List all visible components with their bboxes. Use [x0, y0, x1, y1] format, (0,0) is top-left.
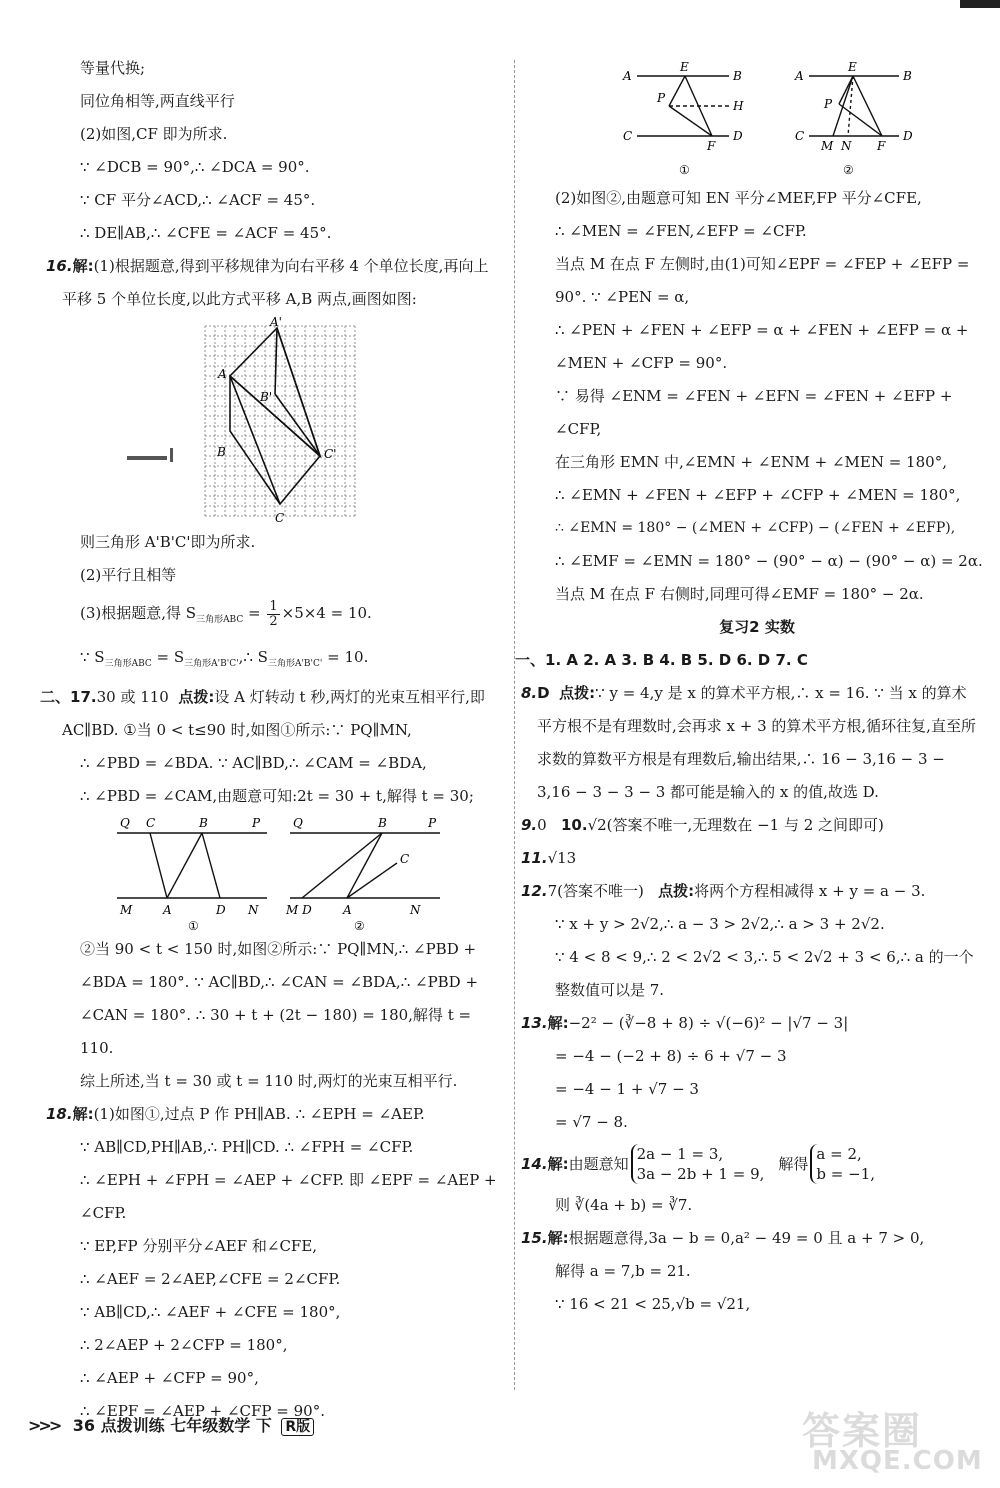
text-line: = √7 − 8.: [555, 1113, 628, 1131]
answer: 0: [537, 816, 547, 834]
tip-label: 点拨:: [658, 882, 695, 900]
fig1-label-h: H: [733, 99, 744, 113]
formula-part: ,∴ S: [238, 648, 268, 666]
fig2-label-md: M D: [286, 903, 312, 917]
label-c-prime: C': [324, 447, 337, 461]
text-line: ∵ CF 平分∠ACD,∴ ∠ACF = 45°.: [80, 191, 316, 209]
text-line: ∴ ∠EMN + ∠FEN + ∠EFP + ∠CFP + ∠MEN = 180°,: [555, 486, 961, 504]
answer-lead: 解:: [547, 1155, 569, 1173]
answer-lead: 解:: [547, 1229, 569, 1247]
section-number: 二、: [40, 688, 71, 706]
question-11: [521, 842, 977, 875]
equation-system: [631, 1144, 765, 1184]
page-number: 36: [72, 1416, 96, 1435]
question-text: ∵ y = 4,y 是 x 的算术平方根,∴ x = 16. ∵ 当 x 的算术平方根不是有理数时,会再求 x + 3 的算术平方根,循环往复,直至所求数的算数平方根是有理数后,输出结果,∴ 16 − 3,16 − 3 − 3,16 − 3 − 3 − 3 都可能是输入的 x 的值,故选 D.: [537, 684, 976, 801]
fig1-label-n: N: [248, 903, 259, 917]
text-line: ∴ ∠PBD = ∠CAM,由题意可知:2t = 30 + t,解得 t = 30;: [80, 787, 474, 805]
light-beam-figures: [62, 813, 500, 933]
text-line: (2)如图,CF 即为所求.: [80, 125, 228, 143]
question-number: 15.: [521, 1229, 548, 1247]
fig2-label-p: P: [428, 816, 437, 830]
solve-label: 解得: [778, 1155, 809, 1173]
text-line: = −4 − (−2 + 8) ÷ 6 + √7 − 3: [555, 1047, 787, 1065]
question-15: [521, 1222, 977, 1255]
fraction: [267, 600, 279, 629]
fig2-label-b: B: [903, 69, 912, 83]
tip-label: 点拨:: [559, 684, 596, 702]
text-line: ∵ AB∥CD,∴ ∠AEF + ∠CFE = 180°,: [80, 1303, 341, 1321]
area-formula: [62, 592, 500, 641]
fig1-caption: ①: [679, 163, 690, 177]
text-line: ∴ ∠AEP + ∠CFP = 90°,: [80, 1369, 259, 1387]
solution-system: [810, 1144, 875, 1184]
formula-subscript: 三角形A'B'C': [184, 659, 239, 669]
text-line: ∴ ∠PBD = ∠BDA. ∵ AC∥BD,∴ ∠CAM = ∠BDA,: [80, 754, 427, 772]
text-line: ∵ 易得 ∠ENM = ∠FEN + ∠EFN = ∠FEN + ∠EFP + ∠CFP,: [555, 387, 953, 438]
text-line: 则三角形 A'B'C'即为所求.: [80, 533, 256, 551]
question-number: 18.: [46, 1105, 73, 1123]
question-number: 13.: [521, 1014, 548, 1032]
mc-answer-list: 1. A 2. A 3. B 4. B 5. D 6. D 7. C: [545, 651, 808, 669]
formula-part: = S: [151, 648, 185, 666]
question-14: [521, 1139, 977, 1189]
question-12: [521, 875, 977, 908]
question-number: 11.: [521, 849, 548, 867]
text-line: 同位角相等,两直线平行: [80, 92, 235, 110]
book-title: 点拨训练 七年级数学 下: [100, 1416, 272, 1435]
text-line: (2)如图②,由题意可知 EN 平分∠MEF,FP 平分∠CFE,: [555, 189, 922, 207]
fig1-label-a: A: [163, 903, 172, 917]
fig1-label-c: C: [623, 129, 633, 143]
text-line: 解得 a = 7,b = 21.: [555, 1262, 691, 1280]
watermark: [792, 1400, 992, 1480]
fig2-caption: ②: [354, 919, 365, 933]
formula-subscript: 三角形A'B'C': [267, 659, 323, 669]
text-line: ∴ DE∥AB,∴ ∠CFE = ∠ACF = 45°.: [80, 224, 332, 242]
watermark-logo-text: 答案圈: [802, 1409, 923, 1453]
fig1-caption: ①: [188, 919, 199, 933]
fraction-bottom: 2: [269, 613, 278, 629]
figure-1-lines: [117, 833, 267, 898]
formula-part: =: [243, 604, 266, 622]
fig1-label-e: E: [680, 60, 689, 74]
label-b-prime: B': [260, 390, 273, 404]
section-number: 一、: [515, 651, 546, 669]
text-paragraph: ②当 90 < t < 150 时,如图②所示:∵ PQ∥MN,∴ ∠PBD + ∠BDA = 180°. ∵ AC∥BD,∴ ∠CAN = ∠BDA,∴ ∠PBD + ∠CAN = 180°. ∴ 30 + t + (2t − 180) = 180,解得 t = 110.: [80, 940, 479, 1057]
question-number: 16.: [46, 257, 73, 275]
text-line: ∴ ∠EPH + ∠FPH = ∠AEP + ∠CFP. 即 ∠EPF = ∠AEP + ∠CFP.: [80, 1171, 497, 1222]
question-number: 9.: [521, 816, 538, 834]
question-17: [40, 681, 500, 747]
text-line: ∵ EP,FP 分别平分∠AEF 和∠CFE,: [80, 1237, 318, 1255]
fig1-label-f: F: [707, 139, 716, 153]
text-line: ∴ ∠EMN = 180° − (∠MEN + ∠CFP) − (∠FEN + ∠EFP),: [555, 520, 956, 536]
text-line: 综上所述,当 t = 30 或 t = 110 时,两灯的光束互相平行.: [80, 1072, 458, 1090]
question-8: [521, 677, 977, 809]
left-column: [40, 52, 500, 1428]
fig1-label-m: M: [120, 903, 133, 917]
fig2-label-d: D: [903, 129, 913, 143]
fig1-label-p: P: [252, 816, 261, 830]
text-line: 当点 M 在点 F 左侧时,由(1)可知∠EPF = ∠FEP + ∠EFP = 90°. ∵ ∠PEN = α,: [555, 255, 970, 306]
equation: 2a − 1 = 3,: [636, 1145, 724, 1163]
answer-lead: 解:: [72, 257, 94, 275]
answer-lead: 解:: [547, 1014, 569, 1032]
question-number: 10.: [561, 816, 588, 834]
answer: D: [537, 684, 550, 702]
label-c: C: [275, 511, 285, 525]
formula-subscript: 三角形ABC: [196, 615, 244, 625]
label-b: B: [217, 445, 226, 459]
fig2-label-c: C: [795, 129, 805, 143]
question-text: 由题意知: [568, 1155, 629, 1173]
text-line: ∴ 2∠AEP + 2∠CFP = 180°,: [80, 1336, 288, 1354]
question-number: 14.: [521, 1155, 548, 1173]
figure-2-lines: [809, 76, 899, 136]
solution: a = 2,: [816, 1145, 862, 1163]
footer-arrows-icon: >>>: [28, 1416, 60, 1435]
question-text: 设 A 灯转动 t 秒,两灯的光束互相平行,即 AC∥BD. ①当 0 < t≤90 时,如图①所示:∵ PQ∥MN,: [62, 688, 485, 739]
fig2-label-q: Q: [293, 816, 303, 830]
label-a: A: [218, 367, 227, 381]
right-column: [515, 60, 983, 1321]
question-text: 将两个方程相减得 x + y = a − 3.: [694, 882, 926, 900]
parallel-lines-figures: [537, 60, 977, 182]
fig2-label-c: C: [400, 852, 410, 866]
area-equality: [62, 641, 500, 681]
fig2-caption: ②: [843, 163, 854, 177]
fig1-label-p: P: [657, 91, 666, 105]
equation: 3a − 2b + 1 = 9,: [636, 1165, 765, 1183]
text-line: ∴ ∠EPF = ∠AEP + ∠CFP = 90°.: [80, 1402, 325, 1420]
question-number: 8.: [521, 684, 538, 702]
fig2-label-n: N: [410, 903, 421, 917]
fig1-label-d: D: [216, 903, 226, 917]
fig1-label-q: Q: [120, 816, 130, 830]
fig1-label-d: D: [733, 129, 743, 143]
text-line: ∴ ∠MEN = ∠FEN,∠EFP = ∠CFP.: [555, 222, 807, 240]
formula-part: (3)根据题意,得 S: [80, 604, 197, 622]
fig1-label-b: B: [733, 69, 742, 83]
text-line: (2)平行且相等: [80, 566, 177, 584]
text-line: ∵ 16 < 21 < 25,√b = √21,: [555, 1295, 751, 1313]
formula-part: = 10.: [322, 648, 369, 666]
question-number: 17.: [70, 688, 97, 706]
answer-lead: 解:: [72, 1105, 94, 1123]
text-line: = −4 − 1 + √7 − 3: [555, 1080, 699, 1098]
question-18: [46, 1098, 500, 1131]
answer: 7(答案不唯一): [547, 882, 644, 900]
text-line: ∴ ∠AEF = 2∠AEP,∠CFE = 2∠CFP.: [80, 1270, 341, 1288]
question-13: [521, 1007, 977, 1040]
text-line: ∵ 4 < 8 < 9,∴ 2 < 2√2 < 3,∴ 5 < 2√2 + 3 < 6,∴ a 的一个整数值可以是 7.: [555, 948, 974, 999]
fig1-label-b: B: [199, 816, 208, 830]
answer: √2(答案不唯一,无理数在 −1 与 2 之间即可): [587, 816, 884, 834]
multiple-choice-answers: [515, 644, 977, 677]
fig2-label-n: N: [841, 139, 852, 153]
column-divider: [514, 60, 515, 1390]
answer: 30 或 110: [96, 688, 169, 706]
figure-2-lines: [290, 833, 440, 898]
watermark-url: MXQE.COM: [812, 1446, 983, 1476]
figure-1-lines: [637, 76, 729, 136]
question-text: (1)如图①,过点 P 作 PH∥AB. ∴ ∠EPH = ∠AEP.: [93, 1105, 425, 1123]
fig1-label-a: A: [623, 69, 632, 83]
text-line: ∴ ∠EMF = ∠EMN = 180° − (90° − α) − (90° − α) = 2α.: [555, 552, 983, 570]
top-corner-bar: [960, 0, 1000, 8]
text-line: ∵ x + y > 2√2,∴ a − 3 > 2√2,∴ a > 3 + 2√2.: [555, 915, 885, 933]
text-line: 等量代换;: [80, 59, 146, 77]
section-title: 复习2 实数: [719, 618, 795, 636]
page-footer: [28, 1413, 314, 1436]
edition-badge: R版: [281, 1418, 314, 1436]
question-number: 12.: [521, 882, 548, 900]
translation-grid-figure: [62, 316, 500, 526]
text-line: 当点 M 在点 F 右侧时,同理可得∠EMF = 180° − 2α.: [555, 585, 924, 603]
fig2-label-a: A: [343, 903, 352, 917]
question-16: [46, 250, 500, 316]
text-line: ∴ ∠PEN + ∠FEN + ∠EFP = α + ∠FEN + ∠EFP = α + ∠MEN + ∠CFP = 90°.: [555, 321, 969, 372]
text-line: ∵ ∠DCB = 90°,∴ ∠DCA = 90°.: [80, 158, 310, 176]
question-text: −2² − (∛−8 + 8) ÷ √(−6)² − |√7 − 3|: [568, 1014, 849, 1032]
fig2-label-p: P: [824, 97, 833, 111]
text-line: 在三角形 EMN 中,∠EMN + ∠ENM + ∠MEN = 180°,: [555, 453, 947, 471]
fig2-label-e: E: [848, 60, 857, 74]
fig2-label-b: B: [378, 816, 387, 830]
fig2-label-m: M: [821, 139, 834, 153]
margin-mark: [127, 448, 173, 462]
text-line: ∵ AB∥CD,PH∥AB,∴ PH∥CD. ∴ ∠FPH = ∠CFP.: [80, 1138, 414, 1156]
fraction-top: 1: [269, 598, 278, 614]
fig2-label-a: A: [795, 69, 804, 83]
question-text: 根据题意得,3a − b = 0,a² − 49 = 0 且 a + 7 > 0,: [568, 1229, 925, 1247]
fig2-label-f: F: [877, 139, 886, 153]
text-line: 则 ∛(4a + b) = ∛7.: [555, 1196, 693, 1214]
tip-label: 点拨:: [178, 688, 215, 706]
question-text: (1)根据题意,得到平移规律为向右平移 4 个单位长度,再向上平移 5 个单位长度,以此方式平移 A,B 两点,画图如图:: [62, 257, 489, 308]
solution: b = −1,: [816, 1165, 876, 1183]
formula-part: ×5×4 = 10.: [281, 604, 372, 622]
formula-part: ∵ S: [80, 648, 105, 666]
questions-9-10: [521, 809, 977, 842]
answer: √13: [547, 849, 577, 867]
formula-subscript: 三角形ABC: [104, 659, 152, 669]
fig1-label-c: C: [146, 816, 156, 830]
label-a-prime: A': [270, 316, 282, 329]
